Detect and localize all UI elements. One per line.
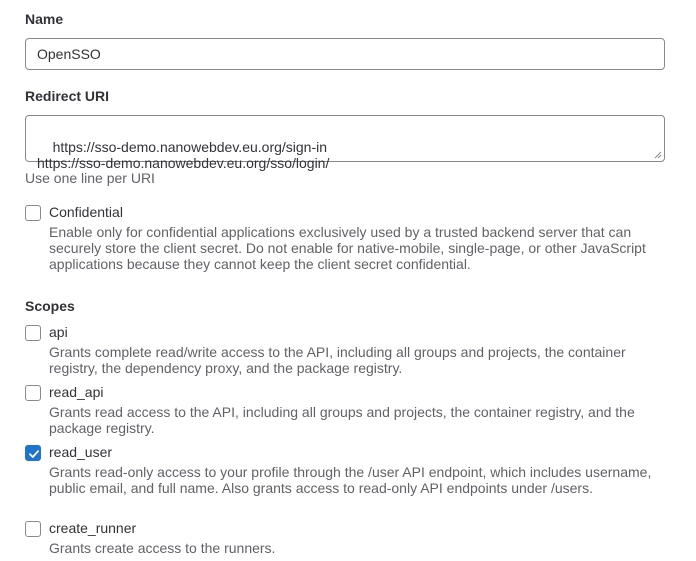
- confidential-checkbox[interactable]: [25, 205, 41, 221]
- scope-create-runner-description: Grants create access to the runners.: [49, 540, 276, 556]
- confidential-label[interactable]: Confidential: [49, 204, 123, 220]
- confidential-description: Enable only for confidential applications exclusively used by a trusted backend server that can securely store the client secret. Do not enable for native-mobile, single-page, or other JavaScript applications because they cannot keep the client secret confidential.: [49, 224, 646, 272]
- scope-create-runner-checkbox[interactable]: [25, 521, 41, 537]
- scope-api-description: Grants complete read/write access to the API, including all groups and projects, the container registry, the dependency proxy, and the package registry.: [49, 344, 626, 376]
- scopes-title: Scopes: [25, 298, 75, 314]
- redirect-uri-help: Use one line per URI: [25, 170, 155, 186]
- scope-api-label[interactable]: api: [49, 324, 68, 340]
- scope-read-api-label[interactable]: read_api: [49, 384, 104, 400]
- name-label: Name: [25, 11, 64, 27]
- scope-create-runner-label[interactable]: create_runner: [49, 520, 137, 536]
- redirect-uri-label: Redirect URI: [25, 88, 110, 104]
- redirect-uri-textarea[interactable]: [25, 115, 665, 171]
- scope-read-api-description: Grants read access to the API, including all groups and projects, the container registry, and the package registry.: [49, 404, 635, 436]
- scope-read-api-checkbox[interactable]: [25, 385, 41, 401]
- scope-read-user-description: Grants read-only access to your profile through the /user API endpoint, which includes username, public email, and full name. Also grants access to read-only API endpoints under /users.: [49, 464, 652, 496]
- scope-read-user-label[interactable]: read_user: [49, 444, 113, 460]
- scope-api-checkbox[interactable]: [25, 325, 41, 341]
- redirect-uri-value: https://sso-demo.nanowebdev.eu.org/sign-in https://sso-demo.nanowebdev.eu.org/sso/login/: [37, 139, 330, 171]
- resize-grip-icon[interactable]: [654, 151, 662, 159]
- name-input[interactable]: [25, 38, 665, 70]
- check-icon: [28, 448, 40, 460]
- scope-read-user-checkbox[interactable]: [25, 445, 41, 461]
